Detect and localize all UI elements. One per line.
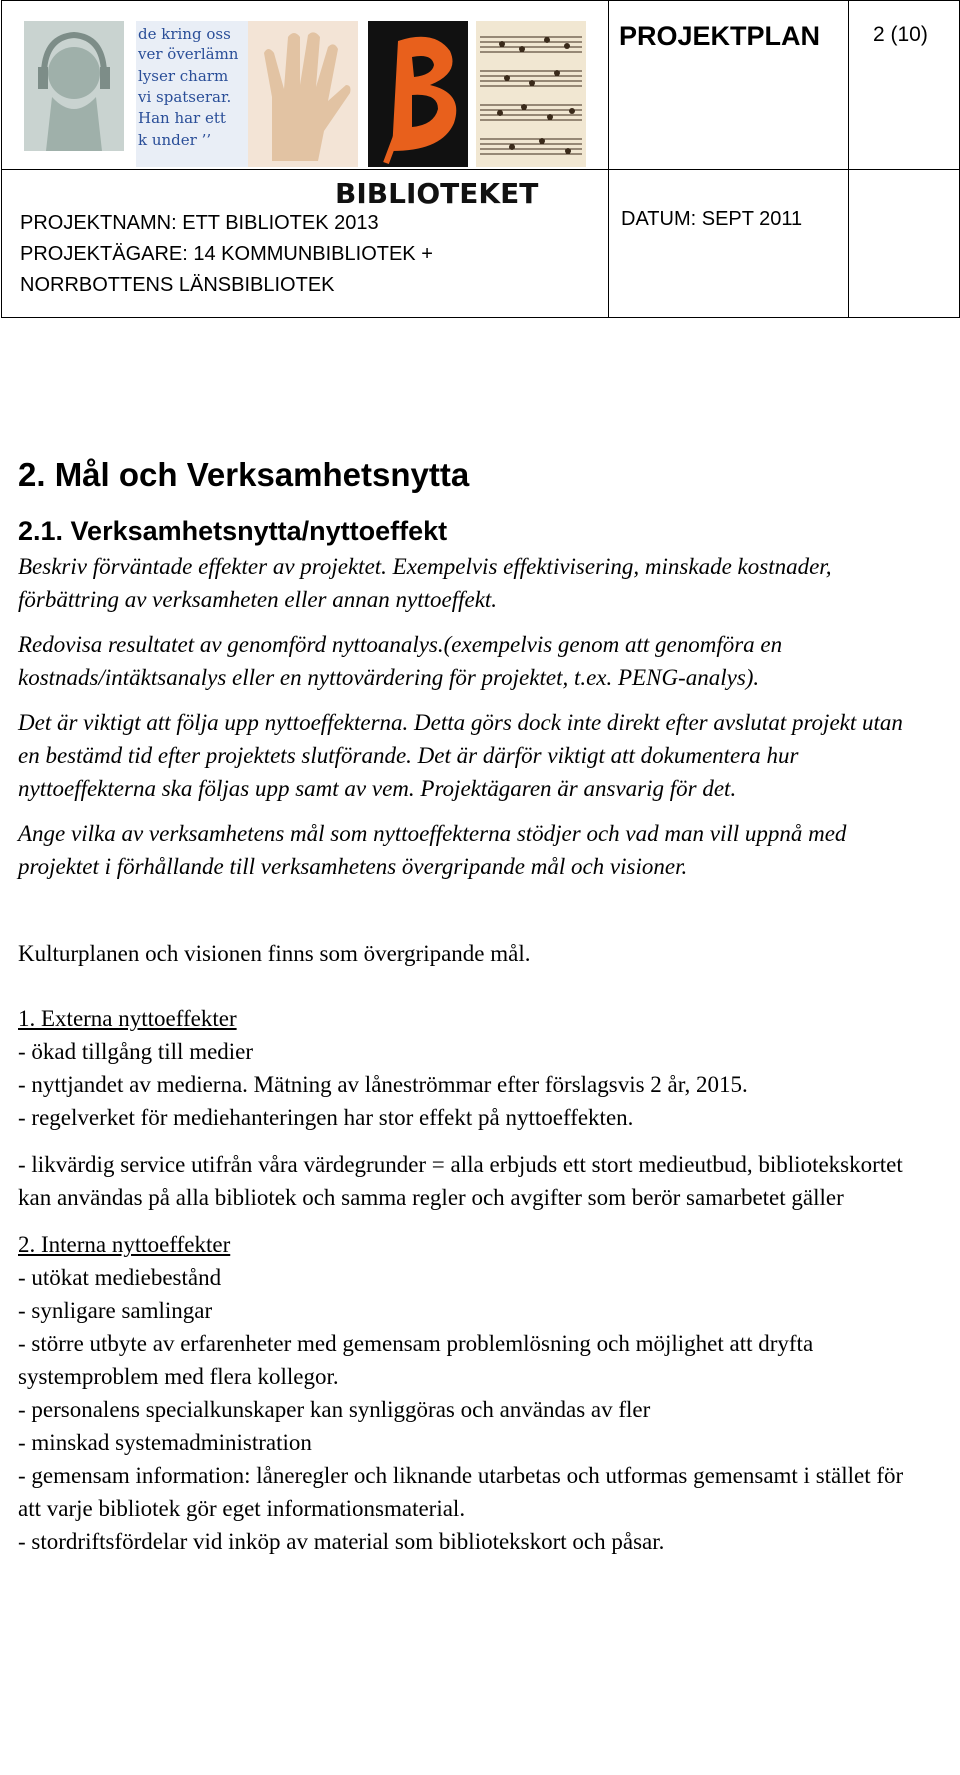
document-body [18, 455, 918, 1558]
logo-wordmark: BIBLIOTEKET [335, 177, 539, 210]
list-item: - nyttjandet av medierna. Mätning av låneströmmar efter förslagsvis 2 år, 2015. [18, 1072, 748, 1097]
list-item: - personalens specialkunskaper kan synliggöras och användas av fler [18, 1397, 651, 1422]
section-heading: 2. Mål och Verksamhetsnytta [18, 456, 470, 493]
external-effects-title: 1. Externa nyttoeffekter [18, 1006, 237, 1031]
list-item: - synligare samlingar [18, 1298, 213, 1323]
list-item: - likvärdig service utifrån våra värdegrunder = alla erbjuds ett stort medieutbud, bibliotekskortet kan användas på alla bibliotek och samma regler och avgifter som berör samarbetet gäller [18, 1152, 903, 1210]
document-date: DATUM: SEPT 2011 [621, 208, 803, 230]
logo-cell [2, 1, 609, 210]
library-logo [2, 1, 608, 210]
project-owner: PROJEKTÄGARE: 14 KOMMUNBIBLIOTEK + [20, 243, 433, 265]
title-cell [609, 1, 849, 170]
instruction-paragraph: Beskriv förväntade effekter av projektet. Exempelvis effektivisering, minskade kostnader, förbättring av verksamheten eller annan nyttoeffekt. [18, 554, 832, 612]
document-title: PROJEKTPLAN [619, 21, 821, 51]
list-item: - utökat mediebestånd [18, 1265, 222, 1290]
list-item: - minskad systemadministration [18, 1430, 312, 1455]
svg-text:vi spatserar.: vi spatserar. [138, 88, 232, 106]
list-item: - större utbyte av erfarenheter med gemensam problemlösning och möjlighet att dryfta systemproblem med flera kollegor. [18, 1331, 814, 1389]
subsection-heading: 2.1. Verksamhetsnytta/nyttoeffekt [18, 516, 448, 546]
project-name: PROJEKTNAMN: ETT BIBLIOTEK 2013 [20, 212, 379, 234]
instruction-paragraph: Redovisa resultatet av genomförd nyttoanalys.(exempelvis genom att genomföra en kostnads/intäktsanalys eller en nyttovärdering för projektet, t.ex. PENG-analys). [18, 632, 783, 690]
instruction-paragraph: Ange vilka av verksamhetens mål som nyttoeffekterna stödjer och vad man vill uppnå med projektet i förhållande till verksamhetens övergripande mål och visioner. [18, 821, 847, 879]
intro-paragraph: Kulturplanen och visionen finns som övergripande mål. [18, 941, 531, 966]
document-header [0, 0, 960, 318]
page-cell [849, 1, 960, 170]
date-cell [609, 170, 849, 318]
list-item: - ökad tillgång till medier [18, 1039, 254, 1064]
list-item: - gemensam information: låneregler och liknande utarbetas och utformas gemensamt i stället för att varje bibliotek gör eget informationsmaterial. [18, 1463, 904, 1521]
svg-text:ver överlämn: ver överlämn [138, 45, 239, 63]
empty-cell [849, 170, 960, 318]
spacer [18, 1214, 918, 1228]
internal-effects-title: 2. Interna nyttoeffekter [18, 1232, 231, 1257]
svg-text:lyser charm: lyser charm [138, 67, 229, 85]
logo-collage [2, 1, 609, 210]
list-item: - regelverket för mediehanteringen har stor effekt på nyttoeffekten. [18, 1105, 634, 1130]
page-number: 2 (10) [873, 23, 928, 46]
spacer [18, 1134, 918, 1148]
svg-text:k under ’’: k under ’’ [138, 131, 212, 149]
svg-text:de kring oss: de kring oss [138, 25, 231, 43]
spacer [18, 895, 918, 937]
spacer [18, 970, 918, 1002]
list-item: - stordriftsfördelar vid inköp av material som bibliotekskort och påsar. [18, 1529, 665, 1554]
instruction-paragraph: Det är viktigt att följa upp nyttoeffekterna. Detta görs dock inte direkt efter avslutat projekt utan en bestämd tid efter projektets slutförande. Det är därför viktigt att dokumentera hur nyttoeffekterna ska följas upp samt av vem. Projektägaren är ansvarig för det. [18, 710, 903, 801]
project-owner-cont: NORRBOTTENS LÄNSBIBLIOTEK [20, 274, 335, 296]
svg-text:Han har ett: Han har ett [138, 109, 226, 127]
